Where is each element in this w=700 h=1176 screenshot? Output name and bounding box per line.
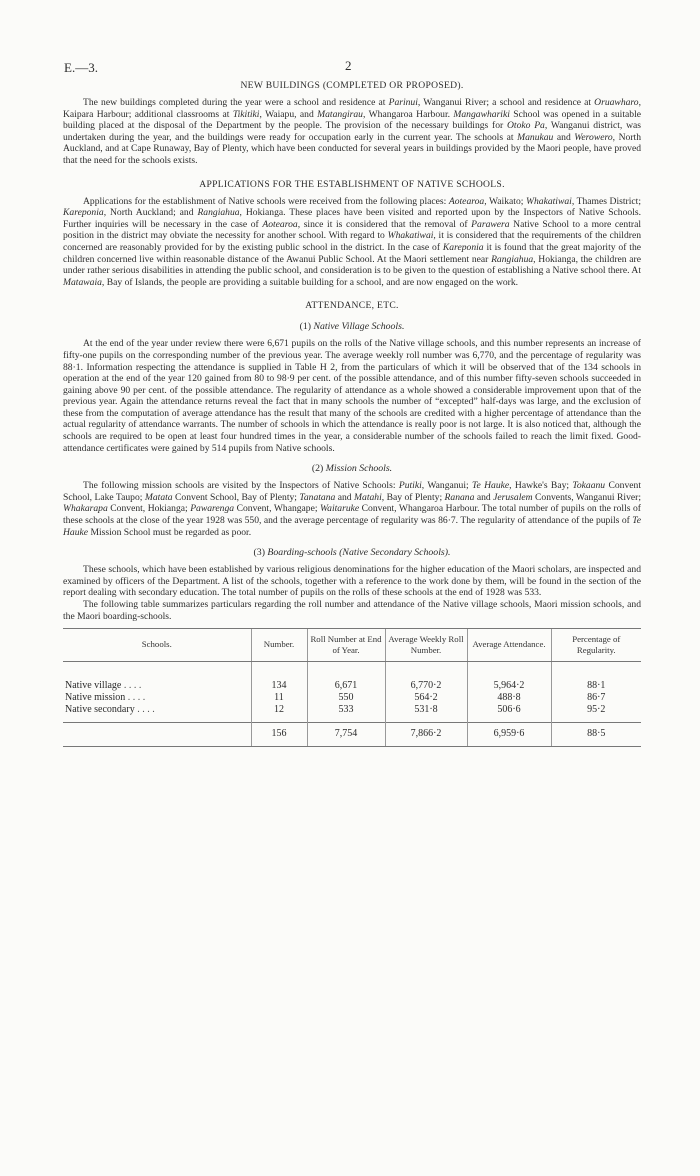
place-name: Matawaia bbox=[63, 276, 102, 288]
text-run: The following mission schools are visited by the Inspectors of Native Schools: bbox=[83, 480, 399, 492]
text-run: , Waiapu, and bbox=[259, 108, 318, 120]
text-run: Convent, Whangape; bbox=[234, 503, 321, 515]
subheading-native-village-schools: (1) Native Village Schools. bbox=[299, 321, 405, 333]
place-name: Otoko Pa bbox=[506, 120, 545, 132]
text-run: Convents, Wanganui River; bbox=[532, 491, 641, 503]
text-run: Native School to a more central position in the district may obviate the necessity for another school. With regard to bbox=[63, 218, 641, 242]
column-header-attendance: Average Attendance. bbox=[467, 629, 551, 662]
subheading-mission-schools: (2) Mission Schools. bbox=[311, 463, 393, 475]
place-name: Rangiahua bbox=[197, 207, 240, 219]
attendance-cell: 5,964·2 bbox=[467, 662, 551, 693]
text-run: and bbox=[553, 131, 575, 143]
paragraph-applications bbox=[63, 196, 641, 289]
text-run: , Wanganui River; a school and residence at bbox=[417, 97, 595, 108]
weekly-cell: 531·8 bbox=[385, 704, 467, 723]
column-header-schools: Schools. bbox=[63, 629, 251, 662]
text-run: and bbox=[474, 491, 494, 503]
text-run: School was opened in a suitable building placed at the disposal of the Department by the people. The provision of the necessary buildings for bbox=[63, 108, 641, 132]
text-run: Convent, Hokianga; bbox=[107, 503, 191, 515]
attendance-summary-table bbox=[63, 628, 641, 747]
total-number: 156 bbox=[251, 723, 307, 747]
place-name: Putiki bbox=[398, 480, 422, 492]
number-cell: 11 bbox=[251, 692, 307, 704]
place-name: Te Hauke bbox=[63, 515, 641, 538]
roll-cell: 533 bbox=[307, 704, 385, 723]
text-run: , Hokianga. These places have been visited and reported upon by the Inspectors of Native Schools. Further inquiries will be necessary in the case of bbox=[63, 207, 641, 230]
text-run: , North Auckland, and at Cape Runaway, Bay of Plenty, which have been conducted for several years in buildings provided by the Maori people, have proved that the need for the schools exists. bbox=[63, 131, 641, 166]
text-run: Convent School, Lake Taupo; bbox=[63, 480, 641, 503]
school-name: Native village . . . . bbox=[65, 680, 142, 692]
number-cell: 12 bbox=[251, 704, 307, 723]
roll-cell: 6,671 bbox=[307, 662, 385, 693]
text-run: , Whangaroa Harbour. bbox=[362, 108, 454, 120]
regularity-cell: 95·2 bbox=[551, 704, 641, 723]
table-row bbox=[63, 704, 641, 723]
text-run: and bbox=[335, 491, 355, 503]
table-total-row bbox=[63, 723, 641, 747]
total-regularity: 88·5 bbox=[551, 723, 641, 747]
text-run: , since it is considered that the removal of bbox=[297, 218, 472, 230]
number-cell: 134 bbox=[251, 662, 307, 693]
place-name: Tokaanu bbox=[572, 480, 606, 492]
regularity-cell: 86·7 bbox=[551, 692, 641, 704]
page-number: 2 bbox=[345, 58, 352, 73]
text-run: , Waikato; bbox=[484, 195, 526, 207]
text-run: , Kaipara Harbour; additional classrooms at bbox=[63, 97, 642, 120]
text-run: Convent, Whangaroa Harbour. The total number of pupils on the rolls of these schools at the close of the year 1928 was 550, and the average percentage of regularity was 86·7. The regularity of attendance of the pupils of bbox=[63, 503, 641, 527]
place-name: Aotearoa bbox=[262, 218, 298, 230]
document-body bbox=[63, 80, 641, 747]
section-heading-new-buildings: NEW BUILDINGS (COMPLETED OR PROPOSED). bbox=[240, 80, 464, 91]
text-run: , it is considered that the requirements of the children concerned are reasonably provided for by the existing public school in the district. In the case of bbox=[63, 230, 641, 253]
text-run: The new buildings completed during the year were a school and residence at bbox=[83, 97, 389, 108]
text-run: , Hawke's Bay; bbox=[509, 480, 573, 492]
place-name: Waitaruke bbox=[320, 503, 360, 515]
place-name: Tanatana bbox=[299, 491, 336, 503]
text-run: Convent School, Bay of Plenty; bbox=[172, 491, 300, 503]
paragraph-boarding-schools: These schools, which have been established by various religious denominations for the higher education of the Maori scholars, are inspected and examined by officers of the Department. A list of the schools, together with a reference to the work done by them, will be found in the section of the report dealing with secondary education. The total number of pupils on the rolls of these schools at the end of 1928 was 533. bbox=[63, 564, 641, 599]
place-name: Pawarenga bbox=[190, 503, 235, 515]
column-header-roll: Roll Number at End of Year. bbox=[307, 629, 385, 662]
total-weekly: 7,866·2 bbox=[385, 723, 467, 747]
document-reference: E.—3. bbox=[64, 60, 98, 75]
place-name: Parinui bbox=[388, 97, 418, 108]
weekly-cell: 564·2 bbox=[385, 692, 467, 704]
column-header-number: Number. bbox=[251, 629, 307, 662]
place-name: Matahi bbox=[354, 491, 382, 503]
section-heading-attendance: ATTENDANCE, ETC. bbox=[305, 300, 399, 312]
place-name: Manukau bbox=[517, 131, 554, 143]
place-name: Mangawhariki bbox=[453, 108, 510, 120]
paragraph-village-attendance: At the end of the year under review there were 6,671 pupils on the rolls of the Native village schools, and this number represents an increase of fifty-one pupils on the corresponding number of the previous year. The average weekly roll number was 6,770, and the percentage of regularity was 88·1. Information respecting the attendance is supplied in Table H 2, from the particulars of which it will be observed that of the 134 schools in operation at the end of the year 120 gained from 80 to 98·9 per cent. of the possible attendance, and of this number fifty-seven schools succeeded in gaining above 90 per cent. of the possible attendance. The regularity of attendance as a whole showed a considerable improvement upon that of the previous year. Again the attendance returns reveal the fact that in many schools the number of “excepted” half-days was large, and the exclusion of these from the computation of average attendance has the result that many of the schools are credited with a higher percentage of attendance than the actual regularity of attendance warrants. The number of schools in which the attendance is really poor is not large. It is also noticed that, although the schools are required to be open at least four hundred times in the year, a considerable number of the schools failed to reach the limit fixed. Good-attendance certificates were gained by 514 pupils from Native schools. bbox=[63, 338, 641, 454]
section-heading-applications: APPLICATIONS FOR THE ESTABLISHMENT OF NATIVE SCHOOLS. bbox=[199, 178, 505, 190]
regularity-cell: 88·1 bbox=[551, 662, 641, 693]
school-name: Native mission . . . . bbox=[65, 692, 146, 704]
place-name: Werowero bbox=[574, 131, 613, 143]
total-attendance: 6,959·6 bbox=[467, 723, 551, 747]
column-header-regularity: Percentage of Regularity. bbox=[551, 629, 641, 662]
total-roll: 7,754 bbox=[307, 723, 385, 747]
text-run: it is found that the great majority of the children concerned live within reasonable distance of the Awanui Public School. At the Maori settlement near bbox=[63, 241, 641, 265]
text-run: , Wanganui; bbox=[421, 480, 473, 492]
total-label-cell bbox=[63, 723, 251, 747]
attendance-cell: 506·6 bbox=[467, 704, 551, 723]
place-name: Kareponia bbox=[442, 241, 484, 253]
place-name: Whakatiwai bbox=[387, 230, 434, 242]
place-name: Jerusalem bbox=[493, 491, 533, 503]
column-header-weekly-roll: Average Weekly Roll Number. bbox=[385, 629, 467, 662]
text-run: , Wanganui district, was undertaken during the year, and the buildings were ready for occupation early in the current year. The schools at bbox=[63, 120, 641, 143]
text-run: , North Auckland; and bbox=[103, 207, 198, 219]
school-name: Native secondary . . . . bbox=[65, 704, 155, 716]
text-run: Mission School must be regarded as poor. bbox=[88, 526, 252, 538]
attendance-cell: 488·8 bbox=[467, 692, 551, 704]
place-name: Te Hauke bbox=[472, 480, 510, 492]
place-name: Tikitiki bbox=[232, 108, 260, 120]
place-name: Parawera bbox=[471, 218, 510, 230]
place-name: Ranana bbox=[444, 491, 475, 503]
table-row bbox=[63, 692, 641, 704]
table-header-row bbox=[63, 629, 641, 662]
place-name: Whakarapa bbox=[63, 503, 108, 515]
place-name: Oruawharo bbox=[594, 97, 639, 108]
place-name: Whakatiwai bbox=[525, 195, 572, 207]
text-run: , Hokianga, the children are under rather serious disabilities in attending the public school, and consideration is to be given to the question of establishing a Native school there. At bbox=[63, 253, 641, 277]
place-name: Kareponia bbox=[63, 207, 104, 219]
text-run: , Bay of Plenty; bbox=[381, 491, 445, 503]
place-name: Rangiahua bbox=[491, 253, 534, 265]
roll-cell: 550 bbox=[307, 692, 385, 704]
place-name: Matata bbox=[144, 491, 173, 503]
text-run: , Bay of Islands, the people are providing a suitable building for a school, and are now engaged on the work. bbox=[101, 276, 519, 288]
place-name: Matangirau bbox=[317, 108, 363, 120]
paragraph-mission-schools bbox=[63, 480, 641, 538]
weekly-cell: 6,770·2 bbox=[385, 662, 467, 693]
place-name: Aotearoa bbox=[448, 195, 485, 207]
text-run: Applications for the establishment of Native schools were received from the following places: bbox=[83, 195, 449, 207]
paragraph-new-buildings bbox=[63, 97, 641, 167]
subheading-boarding-schools: (3) Boarding-schools (Native Secondary Schools). bbox=[253, 547, 451, 559]
paragraph-table-intro: The following table summarizes particulars regarding the roll number and attendance of the Native village schools, Maori mission schools, and the Maori boarding-schools. bbox=[63, 599, 641, 622]
table-row bbox=[63, 662, 641, 693]
text-run: , Thames District; bbox=[571, 195, 641, 207]
